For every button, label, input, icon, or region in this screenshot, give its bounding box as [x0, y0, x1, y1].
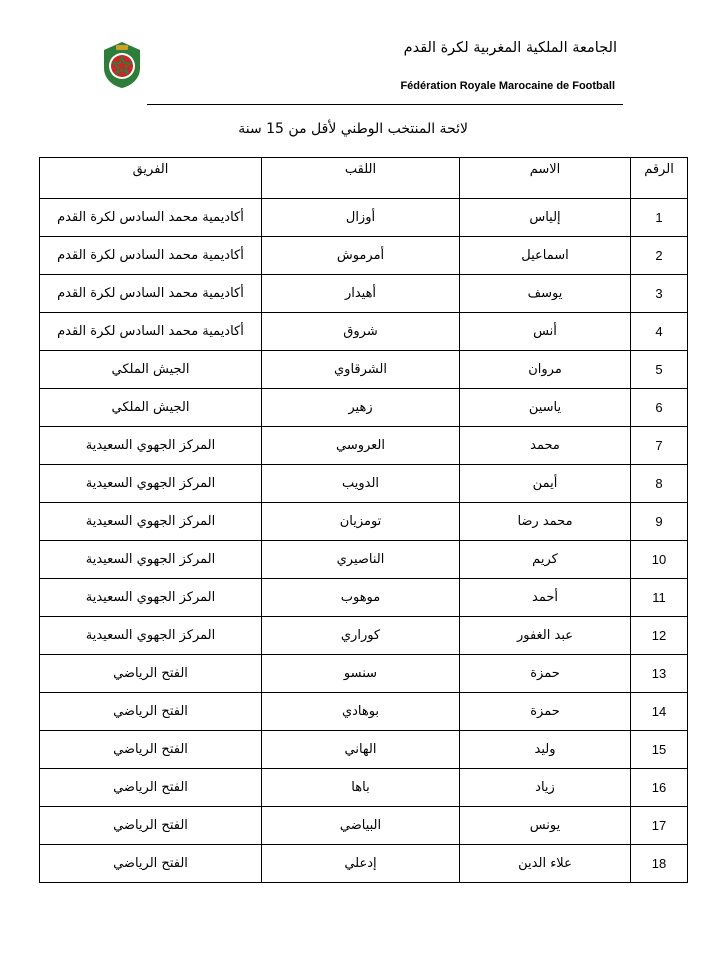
- cell-team: الفتح الرياضي: [40, 693, 262, 731]
- table-row: [40, 769, 688, 807]
- cell-name: حمزة: [460, 693, 631, 731]
- table-row: [40, 351, 688, 389]
- cell-nickname: إدعلي: [262, 845, 460, 883]
- org-name-arabic: الجامعة الملكية المغربية لكرة القدم: [403, 40, 617, 56]
- cell-name: محمد رضا: [460, 503, 631, 541]
- cell-nickname: تومزيان: [262, 503, 460, 541]
- cell-name: عبد الغفور: [460, 617, 631, 655]
- cell-nickname: البياضي: [262, 807, 460, 845]
- table-row: [40, 389, 688, 427]
- cell-name: يوسف: [460, 275, 631, 313]
- cell-number: 16: [631, 769, 688, 807]
- cell-nickname: الشرقاوي: [262, 351, 460, 389]
- cell-nickname: شروق: [262, 313, 460, 351]
- cell-name: يونس: [460, 807, 631, 845]
- cell-nickname: زهير: [262, 389, 460, 427]
- cell-nickname: الناصيري: [262, 541, 460, 579]
- cell-name: إلياس: [460, 199, 631, 237]
- cell-name: زياد: [460, 769, 631, 807]
- cell-nickname: الهاني: [262, 731, 460, 769]
- cell-team: المركز الجهوي السعيدية: [40, 541, 262, 579]
- cell-number: 8: [631, 465, 688, 503]
- table-row: [40, 313, 688, 351]
- cell-name: اسماعيل: [460, 237, 631, 275]
- cell-number: 2: [631, 237, 688, 275]
- table-row: [40, 503, 688, 541]
- cell-number: 12: [631, 617, 688, 655]
- table-row: [40, 845, 688, 883]
- cell-team: أكاديمية محمد السادس لكرة القدم: [40, 275, 262, 313]
- header-divider: [147, 104, 623, 105]
- table-row: [40, 237, 688, 275]
- cell-team: الفتح الرياضي: [40, 731, 262, 769]
- roster-body: [40, 199, 688, 883]
- table-row: [40, 275, 688, 313]
- cell-team: المركز الجهوي السعيدية: [40, 427, 262, 465]
- cell-nickname: أوزال: [262, 199, 460, 237]
- table-row: [40, 427, 688, 465]
- cell-nickname: باها: [262, 769, 460, 807]
- cell-number: 10: [631, 541, 688, 579]
- cell-team: الفتح الرياضي: [40, 769, 262, 807]
- cell-team: المركز الجهوي السعيدية: [40, 465, 262, 503]
- cell-nickname: أمرموش: [262, 237, 460, 275]
- cell-number: 3: [631, 275, 688, 313]
- cell-nickname: العروسي: [262, 427, 460, 465]
- cell-team: أكاديمية محمد السادس لكرة القدم: [40, 199, 262, 237]
- cell-name: ياسين: [460, 389, 631, 427]
- cell-nickname: كوراري: [262, 617, 460, 655]
- cell-number: 18: [631, 845, 688, 883]
- cell-team: الفتح الرياضي: [40, 807, 262, 845]
- header-number: الرقم: [631, 158, 688, 199]
- cell-number: 4: [631, 313, 688, 351]
- cell-team: الجيش الملكي: [40, 351, 262, 389]
- cell-name: حمزة: [460, 655, 631, 693]
- cell-name: علاء الدين: [460, 845, 631, 883]
- cell-name: أيمن: [460, 465, 631, 503]
- table-row: [40, 807, 688, 845]
- cell-team: الفتح الرياضي: [40, 655, 262, 693]
- cell-team: الجيش الملكي: [40, 389, 262, 427]
- cell-nickname: الدويب: [262, 465, 460, 503]
- cell-number: 5: [631, 351, 688, 389]
- cell-team: المركز الجهوي السعيدية: [40, 579, 262, 617]
- cell-number: 15: [631, 731, 688, 769]
- table-row: [40, 199, 688, 237]
- table-row: [40, 693, 688, 731]
- table-row: [40, 541, 688, 579]
- org-name-french: Fédération Royale Marocaine de Football: [400, 80, 615, 92]
- cell-team: المركز الجهوي السعيدية: [40, 503, 262, 541]
- cell-number: 11: [631, 579, 688, 617]
- cell-nickname: بوهادي: [262, 693, 460, 731]
- table-row: [40, 731, 688, 769]
- cell-number: 7: [631, 427, 688, 465]
- roster-table: [39, 157, 688, 883]
- cell-number: 6: [631, 389, 688, 427]
- table-row: [40, 655, 688, 693]
- header-nickname: اللقب: [262, 158, 460, 199]
- cell-nickname: أهيدار: [262, 275, 460, 313]
- cell-number: 1: [631, 199, 688, 237]
- cell-name: أحمد: [460, 579, 631, 617]
- header-team: الفريق: [40, 158, 262, 199]
- cell-name: محمد: [460, 427, 631, 465]
- cell-number: 14: [631, 693, 688, 731]
- cell-team: أكاديمية محمد السادس لكرة القدم: [40, 313, 262, 351]
- cell-nickname: سنسو: [262, 655, 460, 693]
- table-row: [40, 465, 688, 503]
- cell-number: 9: [631, 503, 688, 541]
- table-row: [40, 579, 688, 617]
- cell-team: أكاديمية محمد السادس لكرة القدم: [40, 237, 262, 275]
- cell-name: كريم: [460, 541, 631, 579]
- cell-nickname: موهوب: [262, 579, 460, 617]
- table-row: [40, 617, 688, 655]
- cell-number: 13: [631, 655, 688, 693]
- cell-number: 17: [631, 807, 688, 845]
- table-header-row: [40, 158, 688, 199]
- header-name: الاسم: [460, 158, 631, 199]
- frmf-crest-icon: [100, 40, 144, 90]
- cell-name: أنس: [460, 313, 631, 351]
- cell-name: مروان: [460, 351, 631, 389]
- cell-team: الفتح الرياضي: [40, 845, 262, 883]
- cell-team: المركز الجهوي السعيدية: [40, 617, 262, 655]
- document-title: لائحة المنتخب الوطني لأقل من 15 سنة: [238, 121, 468, 137]
- cell-name: وليد: [460, 731, 631, 769]
